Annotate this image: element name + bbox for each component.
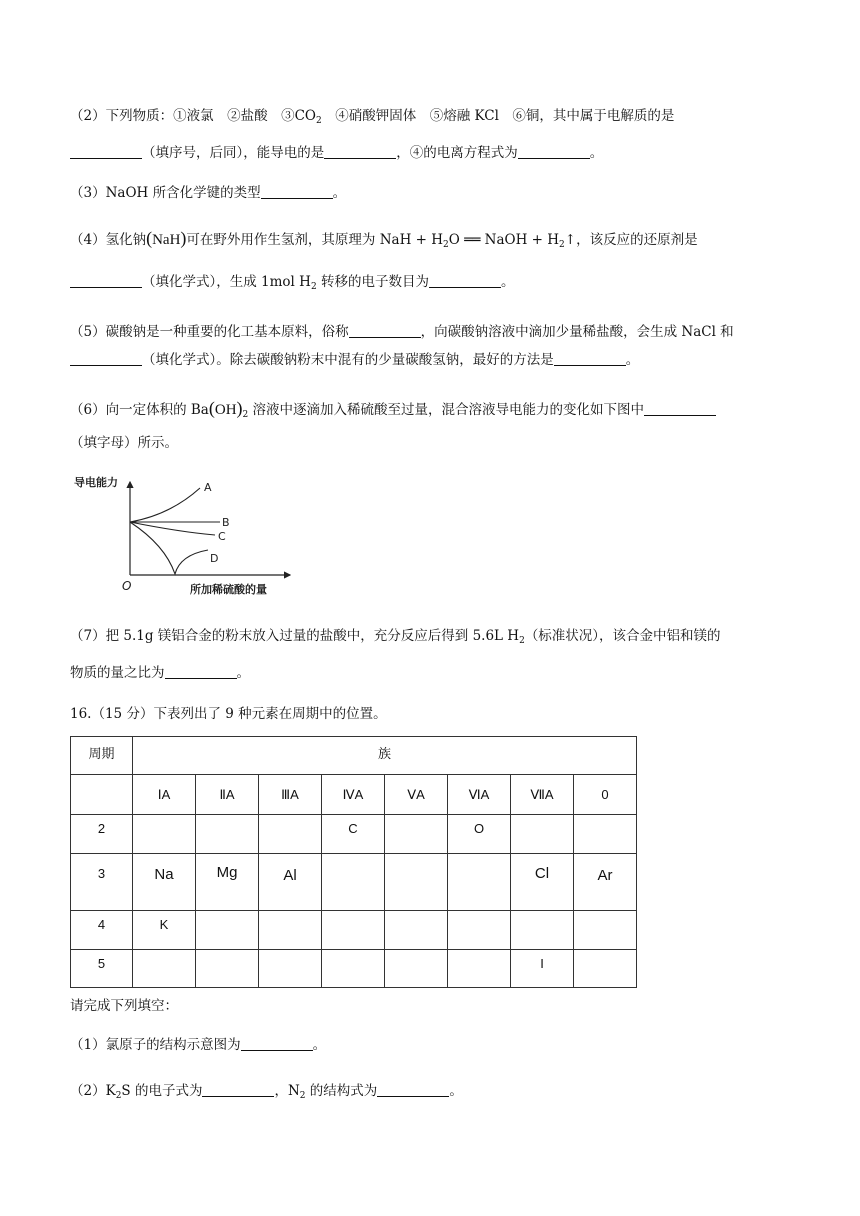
answer-blank[interactable] <box>349 323 421 338</box>
q15-part2-line1: （2）下列物质：①液氯 ②盐酸 $③CO_2$ ④硝酸钾固体 ⑤熔融 KCl ⑥铜，其中属于电解质的是 <box>70 108 675 126</box>
element-cell: Na <box>133 854 196 911</box>
element-cell: Al <box>259 854 322 911</box>
curve-label-a: A <box>204 481 212 494</box>
table-row <box>71 911 637 950</box>
element-cell <box>196 815 259 854</box>
group-cell: ⅢA <box>259 775 322 815</box>
element-cell <box>574 950 637 988</box>
element-cell <box>322 854 385 911</box>
conductivity-graph <box>70 470 300 600</box>
element-cell <box>196 950 259 988</box>
origin-label: O <box>122 579 132 593</box>
element-cell <box>448 950 511 988</box>
curve-d <box>130 522 208 574</box>
element-cell <box>259 950 322 988</box>
element-cell <box>322 950 385 988</box>
period-cell: 4 <box>71 911 133 950</box>
element-cell: K <box>133 911 196 950</box>
answer-blank[interactable] <box>202 1082 274 1097</box>
answer-blank[interactable] <box>518 144 590 159</box>
answer-blank[interactable] <box>165 664 237 679</box>
element-cell <box>385 854 448 911</box>
answer-blank[interactable] <box>70 144 142 159</box>
group-cell: ⅡA <box>196 775 259 815</box>
table-row <box>71 815 637 854</box>
element-cell <box>133 815 196 854</box>
answer-blank[interactable] <box>70 273 142 288</box>
q15-part4-line2: （填化学式），生成 1mol $H_2$ 转移的电子数目为 。 <box>70 272 514 297</box>
element-cell <box>196 911 259 950</box>
header-group: 族 <box>133 737 637 775</box>
answer-blank[interactable] <box>429 273 501 288</box>
curve-label-d: D <box>210 552 219 565</box>
x-axis-label: 所加稀硫酸的量 <box>190 583 267 596</box>
answer-blank[interactable] <box>644 401 716 416</box>
element-cell <box>385 815 448 854</box>
q16-sub1: （1）氯原子的结构示意图为 。 <box>70 1037 327 1053</box>
element-cell <box>385 911 448 950</box>
element-cell: Cl <box>511 854 574 911</box>
table-row <box>71 854 637 911</box>
y-axis-label: 导电能力 <box>74 476 118 489</box>
element-cell <box>133 950 196 988</box>
q15-part7-line2: 物质的量之比为 。 <box>70 665 250 681</box>
answer-blank[interactable] <box>261 184 333 199</box>
q15-part5-line2: （填化学式）。除去碳酸钠粉末中混有的少量碳酸氢钠，最好的方法是 。 <box>70 350 639 370</box>
element-cell <box>448 911 511 950</box>
answer-blank[interactable] <box>324 144 396 159</box>
curve-c <box>130 522 215 535</box>
group-cell: ⅥA <box>448 775 511 815</box>
element-cell: C <box>322 815 385 854</box>
q15-part4-line1: （4）氢化钠(NaH)可在野外用作生氢剂，其原理为 NaH + $H_2O$ ══ NaOH + $H_2↑$，该反应的还原剂是 <box>70 228 698 250</box>
period-cell: 2 <box>71 815 133 854</box>
curve-label-c: C <box>218 530 226 543</box>
periodic-table <box>70 736 637 988</box>
group-cell: ⅦA <box>511 775 574 815</box>
element-cell <box>511 911 574 950</box>
group-cell: 0 <box>574 775 637 815</box>
q15-part5-line1: （5）碳酸钠是一种重要的化工基本原料，俗称 ，向碳酸钠溶液中滴加少量稀盐酸，会生成 NaCl 和 <box>70 324 734 340</box>
q16-title: 16.（15 分）下表列出了 9 种元素在周期中的位置。 <box>70 706 387 722</box>
element-cell <box>322 911 385 950</box>
element-cell: Mg <box>196 854 259 911</box>
table-row <box>71 950 637 988</box>
period-cell: 3 <box>71 854 133 911</box>
q15-part7-line1: （7）把 5.1g 镁铝合金的粉末放入过量的盐酸中，充分反应后得到 5.6L $H_2$（标准状况），该合金中铝和镁的 <box>70 628 721 646</box>
group-cell: ⅠA <box>133 775 196 815</box>
element-cell <box>574 911 637 950</box>
group-row <box>71 775 637 815</box>
group-cell: ⅤA <box>385 775 448 815</box>
q15-part6-line2: （填字母）所示。 <box>70 435 178 451</box>
curve-label-b: B <box>222 516 230 529</box>
q15-part3: （3）NaOH 所含化学键的类型 。 <box>70 185 347 201</box>
element-cell: O <box>448 815 511 854</box>
answer-blank[interactable] <box>554 351 626 366</box>
element-cell <box>259 815 322 854</box>
element-cell <box>448 854 511 911</box>
period-cell: 5 <box>71 950 133 988</box>
element-cell <box>511 815 574 854</box>
answer-blank[interactable] <box>377 1082 449 1097</box>
header-period: 周期 <box>71 737 133 775</box>
q16-instruction: 请完成下列填空： <box>70 998 178 1014</box>
element-cell: I <box>511 950 574 988</box>
curve-a <box>130 488 200 522</box>
q15-part6-line1: （6）向一定体积的 $Ba(OH)_2$ 溶液中逐滴加入稀硫酸至过量，混合溶液导电能力的变化如下图中 <box>70 398 716 425</box>
element-cell <box>385 950 448 988</box>
answer-blank[interactable] <box>241 1036 313 1051</box>
answer-blank[interactable] <box>70 351 142 366</box>
group-cell: ⅣA <box>322 775 385 815</box>
element-cell: Ar <box>574 854 637 911</box>
q15-part2-line2: （填序号，后同），能导电的是 ，④的电离方程式为 。 <box>70 143 603 163</box>
element-cell <box>574 815 637 854</box>
q16-sub2: $(2)K_2S$ 的电子式为 ，$N_2$ 的结构式为 。 <box>70 1083 463 1101</box>
element-cell <box>259 911 322 950</box>
